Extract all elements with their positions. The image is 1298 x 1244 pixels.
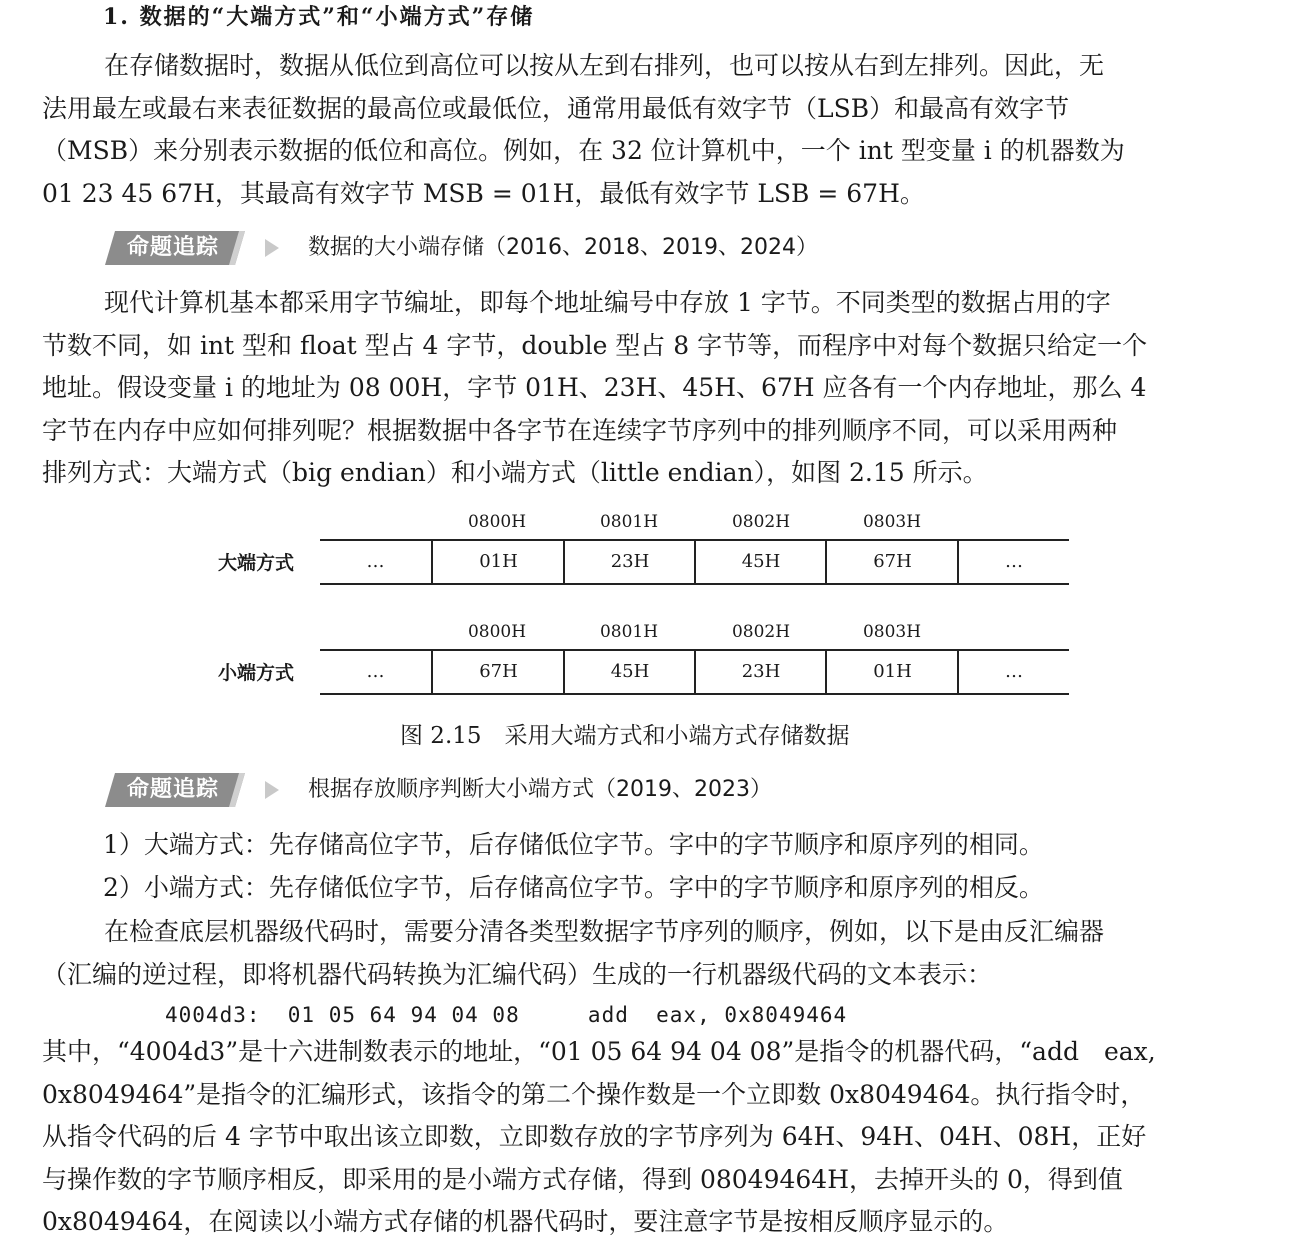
memory-cell: 01H [825, 651, 958, 693]
tag-label: 命题追踪 [126, 235, 219, 260]
address-label: 0802H [731, 512, 791, 532]
paragraph-line: 排列方式：大端方式（big endian）和小端方式（little endian），如图 2.15 所示。 [42, 458, 988, 487]
paragraph-text: 在存储数据时，数据从低位到高位可以按从左到右排列，也可以按从右到左排列。因此，无 [104, 51, 1105, 80]
paragraph-line [42, 282, 1245, 325]
memory-cell: … [957, 541, 1069, 583]
figure-caption: 图 2.15 采用大端方式和小端方式存储数据 [400, 723, 850, 749]
memory-cell: … [957, 651, 1069, 693]
paragraph-line: （汇编的逆过程，即将机器代码转换为汇编代码）生成的一行机器级代码的文本表示： [42, 959, 993, 989]
memory-cell: … [366, 661, 385, 682]
paragraph-line: 与操作数的字节顺序相反，即采用的是小端方式存储，得到 08049464H，去掉开头的 0，得到值 [42, 1164, 1123, 1194]
memory-cell: 23H [694, 651, 826, 693]
address-label: 0801H [599, 512, 659, 532]
paragraph-line: 字节在内存中应如何排列呢？根据数据中各字节在连续字节序列中的排列顺序不同，可以采用两种 [42, 415, 1118, 445]
paragraph-line [42, 911, 1245, 954]
memory-cell: 67H [431, 651, 564, 693]
paragraph-line: 其中，“4004d3”是十六进制数表示的地址，“01 05 64 94 04 08”是指令的机器代码，“add eax, [42, 1037, 1156, 1066]
paragraph-disassembly [42, 911, 1245, 996]
triangle-arrow-icon [265, 781, 279, 799]
tag-title: 数据的大小端存储（2016、2018、2019、2024） [308, 235, 818, 260]
topic-tag [103, 231, 245, 265]
paragraph-line: 节数不同，如 int 型和 float 型占 4 字节，double 型占 8 字节等，而程序中对每个数据只给定一个 [42, 330, 1148, 360]
address-label: 0803H [862, 512, 922, 532]
paragraph-byte-addressing [42, 282, 1245, 495]
little-endian-memory-row [320, 649, 1069, 695]
paragraph-line: 0x8049464，在阅读以小端方式存储的机器代码时，要注意字节是按相反顺序显示的。 [42, 1207, 1009, 1236]
paragraph-text: 在检查底层机器级代码时，需要分清各类型数据字节序列的顺序，例如，以下是由反汇编器 [104, 917, 1105, 946]
paragraph-explanation [42, 1031, 1245, 1244]
list-item: 2）小端方式：先存储低位字节，后存储高位字节。字中的字节顺序和原序列的相反。 [103, 873, 1044, 902]
address-label: 0802H [731, 622, 791, 642]
paragraph-lsb-msb [42, 45, 1245, 215]
tag-title: 根据存放顺序判断大小端方式（2019、2023） [308, 777, 772, 802]
list-item: 1）大端方式：先存储高位字节，后存储低位字节。字中的字节顺序和原序列的相同。 [103, 830, 1044, 859]
paragraph-line: 01 23 45 67H，其最高有效字节 MSB = 01H，最低有效字节 LSB = 67H。 [42, 178, 925, 208]
code-line: 4004d3: 01 05 64 94 04 08 add eax, 0x8049464 [165, 1003, 848, 1027]
address-label: 0800H [467, 512, 527, 532]
paragraph-line: 0x8049464”是指令的汇编形式，该指令的第二个操作数是一个立即数 0x8049464。执行指令时， [42, 1079, 1146, 1109]
address-label: 0803H [862, 622, 922, 642]
memory-cell: 01H [431, 541, 564, 583]
big-endian-label: 大端方式 [218, 552, 295, 574]
topic-tag [103, 773, 245, 807]
big-endian-memory-row [320, 539, 1069, 585]
paragraph-line: 地址。假设变量 i 的地址为 08 00H，字节 01H、23H、45H、67H 应各有一个内存地址，那么 4 [42, 373, 1147, 402]
address-label: 0801H [599, 622, 659, 642]
triangle-arrow-icon [265, 239, 279, 257]
memory-cell: 45H [694, 541, 826, 583]
memory-cell: 67H [825, 541, 958, 583]
paragraph-text: 现代计算机基本都采用字节编址，即每个地址编号中存放 1 字节。不同类型的数据占用的字 [104, 288, 1111, 317]
section-heading: 1. 数据的“大端方式”和“小端方式”存储 [103, 4, 535, 30]
memory-cell: 23H [563, 541, 695, 583]
paragraph-line: 法用最左或最右来表征数据的最高位或最低位，通常用最低有效字节（LSB）和最高有效字节 [42, 93, 1070, 123]
paragraph-line: （MSB）来分别表示数据的低位和高位。例如，在 32 位计算机中，一个 int 型变量 i 的机器数为 [42, 136, 1125, 165]
paragraph-line [42, 45, 1245, 88]
tag-label: 命题追踪 [126, 777, 219, 802]
memory-cell: … [366, 551, 385, 572]
memory-cell: 45H [563, 651, 695, 693]
address-label: 0800H [467, 622, 527, 642]
little-endian-label: 小端方式 [218, 662, 295, 684]
paragraph-line: 从指令代码的后 4 字节中取出该立即数，立即数存放的字节序列为 64H、94H、04H、08H，正好 [42, 1122, 1147, 1151]
